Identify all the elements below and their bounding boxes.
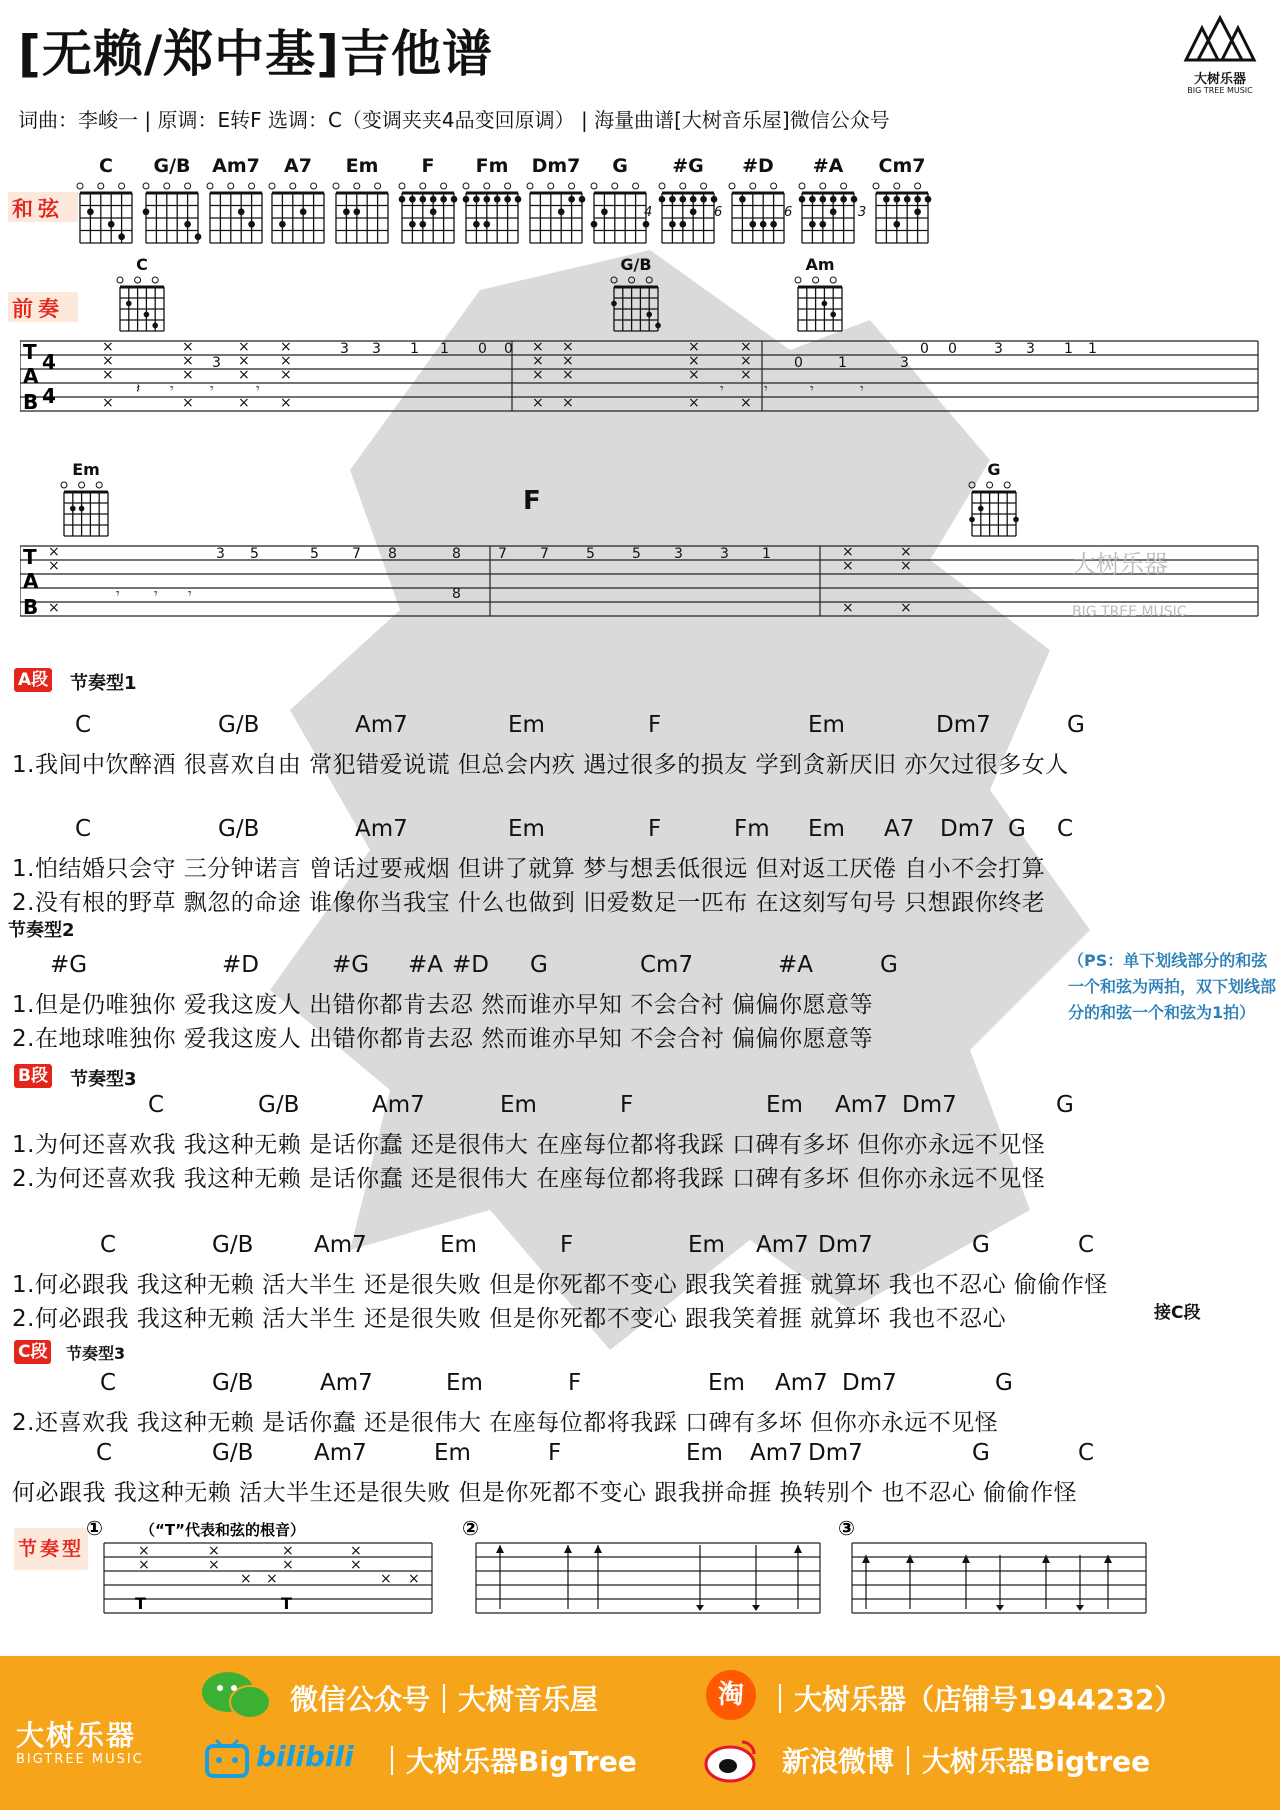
svg-text:5: 5 (310, 546, 319, 562)
song-chord: C (1078, 1440, 1095, 1466)
svg-text:×: × (238, 339, 250, 355)
svg-text:×: × (182, 367, 194, 383)
svg-text:×: × (208, 1543, 220, 1559)
svg-text:×: × (688, 339, 700, 355)
song-chord: Em (808, 712, 845, 738)
song-chord: F (648, 712, 662, 738)
song-chord: Am7 (775, 1370, 828, 1396)
svg-text:×: × (688, 395, 700, 411)
svg-text:1: 1 (440, 341, 449, 357)
lyric-line: 何必跟我 我这种无赖 活大半生还是很失败 但是你死都不变心 跟我拼命捱 换转别个 也不忍心 偷偷作怪 (12, 1480, 1078, 1506)
song-chord: G (995, 1370, 1013, 1396)
section-c-badge: B段 (14, 1064, 52, 1088)
svg-text:A: A (23, 569, 39, 593)
song-chord: Am7 (355, 816, 408, 842)
svg-text:×: × (562, 339, 574, 355)
svg-text:𝄾: 𝄾 (256, 381, 260, 397)
song-chord: G/B (218, 712, 260, 738)
chord-name-10: #D (742, 155, 774, 177)
svg-text:𝄾: 𝄾 (210, 381, 214, 397)
chord-name-0: C (99, 155, 113, 177)
svg-text:×: × (138, 1557, 150, 1573)
song-chord: G (972, 1440, 990, 1466)
song-chord: Fm (734, 816, 770, 842)
song-chord: Em (708, 1370, 745, 1396)
pattern-1-label: ① (86, 1516, 103, 1540)
song-chord: Am7 (372, 1092, 425, 1118)
svg-text:×: × (900, 544, 912, 560)
logo-name: 大树乐器 (1193, 72, 1246, 87)
svg-text:×: × (238, 367, 250, 383)
svg-text:×: × (532, 367, 544, 383)
bilibili-tv-icon (204, 1738, 250, 1778)
svg-text:×: × (280, 339, 292, 355)
song-chord: C (148, 1092, 165, 1118)
footer-taobao: ｜大树乐器（店铺号1944232） (766, 1683, 1183, 1716)
svg-text:×: × (102, 353, 114, 369)
svg-text:×: × (48, 544, 60, 560)
chord-name-12: Cm7 (878, 155, 926, 177)
svg-text:×: × (280, 367, 292, 383)
song-chord: Dm7 (940, 816, 995, 842)
svg-text:1: 1 (1064, 341, 1073, 357)
svg-text:3: 3 (372, 341, 381, 357)
staff-watermark: 大树乐器 (1072, 550, 1168, 578)
svg-text:×: × (266, 1571, 278, 1587)
svg-text:×: × (238, 353, 250, 369)
chord-name-7: Dm7 (531, 155, 581, 177)
intro-chord-name: C (136, 255, 148, 274)
pattern-2-label: ② (462, 1516, 479, 1540)
song-chord: Em (688, 1232, 725, 1258)
footer-weibo: 新浪微博｜大树乐器Bigtree (782, 1745, 1151, 1778)
chord-name-4: Em (345, 155, 379, 177)
svg-text:8: 8 (452, 586, 461, 602)
song-chord: Am7 (314, 1232, 367, 1258)
song-chord: Cm7 (640, 952, 694, 978)
svg-text:A: A (23, 364, 39, 388)
lyric-line: 1.何必跟我 我这种无赖 活大半生 还是很失败 但是你死都不变心 跟我笑着捱 就算坏 我也不忍心 偷偷作怪 (12, 1272, 1108, 1298)
footer-bilibili: ｜大树乐器BigTree (378, 1745, 637, 1778)
song-chord: G (972, 1232, 990, 1258)
svg-text:0: 0 (920, 341, 929, 357)
song-chord: Am7 (314, 1440, 367, 1466)
svg-text:×: × (562, 353, 574, 369)
weibo-icon (704, 1736, 760, 1784)
song-chord: F (548, 1440, 562, 1466)
song-chord: #G (332, 952, 370, 978)
svg-text:𝄾: 𝄾 (154, 586, 158, 602)
song-chord: #D (452, 952, 489, 978)
song-chord: Am7 (355, 712, 408, 738)
svg-text:×: × (182, 395, 194, 411)
taobao-icon: 淘 (706, 1670, 756, 1720)
fret-number: 3 (858, 205, 867, 220)
song-chord: C (100, 1370, 117, 1396)
svg-text:5: 5 (586, 546, 595, 562)
chords-tag: 和弦 (12, 197, 64, 221)
song-chord: Dm7 (902, 1092, 957, 1118)
song-chord: C (96, 1440, 113, 1466)
svg-text:×: × (532, 395, 544, 411)
svg-text:×: × (532, 339, 544, 355)
svg-text:𝄾: 𝄾 (764, 381, 768, 397)
svg-text:5: 5 (250, 546, 259, 562)
chord-name-11: #A (812, 155, 844, 177)
svg-text:0: 0 (948, 341, 957, 357)
pattern-1-note: （“T”代表和弦的根音） (140, 1521, 305, 1539)
svg-text:𝄾: 𝄾 (170, 381, 174, 397)
svg-text:1: 1 (410, 341, 419, 357)
song-chord: Dm7 (818, 1232, 873, 1258)
footer-brand-en: BIGTREE MUSIC (16, 1752, 144, 1767)
song-chord: G/B (212, 1232, 254, 1258)
footer-brand: 大树乐器 (16, 1719, 137, 1752)
song-chord: Em (508, 712, 545, 738)
logo-en: BIG TREE MUSIC (1187, 86, 1253, 95)
svg-text:×: × (350, 1543, 362, 1559)
chord-name-1: G/B (153, 155, 191, 177)
lyric-line: 1.怕结婚只会守 三分钟诺言 曾话过要戒烟 但讲了就算 梦与想丢低很远 但对返工厌倦 自小不会打算 (12, 856, 1046, 882)
svg-text:×: × (740, 395, 752, 411)
svg-text:0: 0 (504, 341, 513, 357)
svg-text:×: × (740, 367, 752, 383)
chord-name-6: Fm (475, 155, 509, 177)
song-chord: G/B (212, 1370, 254, 1396)
svg-text:7: 7 (540, 546, 549, 562)
svg-text:1: 1 (1088, 341, 1097, 357)
song-chord: G (530, 952, 548, 978)
svg-text:T: T (23, 545, 37, 569)
svg-text:×: × (138, 1543, 150, 1559)
song-info: 词曲：李峻一 | 原调：E转F 选调：C（变调夹夹4品变回原调） | 海量曲谱[大树音乐屋]微信公众号 (18, 108, 890, 132)
chord-name-5: F (421, 155, 435, 177)
svg-text:𝄽: 𝄽 (136, 381, 141, 397)
svg-text:×: × (408, 1571, 420, 1587)
song-chord: Em (446, 1370, 483, 1396)
svg-text:×: × (900, 600, 912, 616)
rhythm-tag: 节奏型 (14, 1528, 88, 1570)
svg-text:B: B (23, 595, 39, 619)
chord-name-8: G (612, 155, 628, 177)
song-chord: Em (500, 1092, 537, 1118)
staff-watermark-en: BIG TREE MUSIC (1072, 604, 1187, 620)
lyric-line: 1.我间中饮醉酒 很喜欢自由 常犯错爱说谎 但总会内疚 遇过很多的损友 学到贪新厌旧 亦欠过很多女人 (12, 752, 1069, 778)
svg-text:×: × (48, 600, 60, 616)
fret-number: 4 (644, 205, 653, 220)
svg-text:0: 0 (794, 355, 803, 371)
section-d-badge: C段 (14, 1340, 51, 1364)
svg-text:×: × (562, 395, 574, 411)
svg-text:×: × (842, 558, 854, 574)
svg-text:×: × (240, 1571, 252, 1587)
svg-text:4: 4 (42, 350, 56, 374)
svg-text:×: × (182, 353, 194, 369)
root-mark: T (281, 1594, 292, 1613)
svg-text:×: × (280, 395, 292, 411)
song-chord: F (568, 1370, 582, 1396)
section-mark: F (523, 486, 541, 516)
chord-name-2: Am7 (212, 155, 260, 177)
svg-text:1: 1 (838, 355, 847, 371)
chord-name-9: #G (672, 155, 704, 177)
song-chord: F (620, 1092, 634, 1118)
svg-text:×: × (842, 544, 854, 560)
svg-text:3: 3 (1026, 341, 1035, 357)
song-chord: F (560, 1232, 574, 1258)
intro-chord-name: Em (72, 460, 100, 479)
song-chord: G (1067, 712, 1085, 738)
wechat-icon (200, 1668, 272, 1722)
song-chord: C (1078, 1232, 1095, 1258)
svg-text:×: × (280, 353, 292, 369)
song-chord: G/B (212, 1440, 254, 1466)
rhythm-patterns (0, 1505, 1280, 1655)
svg-text:8: 8 (388, 546, 397, 562)
section-a-label: 节奏型1 (70, 673, 137, 694)
ps-note: （PS：单下划线部分的和弦一个和弦为两拍，双下划线部分的和弦一个和弦为1拍） (1068, 951, 1277, 1022)
song-chord: G/B (258, 1092, 300, 1118)
footer (0, 1656, 1280, 1810)
svg-text:×: × (740, 339, 752, 355)
section-c-label: 节奏型3 (70, 1069, 137, 1090)
svg-text:3: 3 (994, 341, 1003, 357)
lyric-line: 2.没有根的野草 飘忽的命途 谁像你当我宝 什么也做到 旧爱数足一匹布 在这刻写句号 只想跟你终老 (12, 890, 1046, 916)
svg-text:3: 3 (212, 355, 221, 371)
lyric-line: 2.在地球唯独你 爱我这废人 出错你都肯去忍 然而谁亦早知 不会合衬 偏偏你愿意等 (12, 1026, 873, 1052)
svg-text:×: × (238, 395, 250, 411)
svg-text:5: 5 (632, 546, 641, 562)
song-chord: Em (686, 1440, 723, 1466)
svg-text:𝄾: 𝄾 (860, 381, 864, 397)
intro-chord-name: Am (805, 255, 835, 274)
svg-text:×: × (740, 353, 752, 369)
svg-text:0: 0 (478, 341, 487, 357)
pattern-3-label: ③ (838, 1516, 855, 1540)
svg-text:8: 8 (452, 546, 461, 562)
song-chord: #G (50, 952, 88, 978)
song-chord: C (75, 816, 92, 842)
song-chord: Em (766, 1092, 803, 1118)
svg-text:×: × (282, 1543, 294, 1559)
song-chord: #A (778, 952, 814, 978)
svg-text:×: × (350, 1557, 362, 1573)
song-chord: C (100, 1232, 117, 1258)
song-chord: Dm7 (808, 1440, 863, 1466)
song-chord: A7 (884, 816, 915, 842)
song-chord: G/B (218, 816, 260, 842)
svg-text:3: 3 (340, 341, 349, 357)
song-chord: #A (408, 952, 444, 978)
svg-text:3: 3 (216, 546, 225, 562)
svg-text:3: 3 (720, 546, 729, 562)
song-chord: Am7 (756, 1232, 809, 1258)
svg-text:𝄾: 𝄾 (188, 586, 192, 602)
song-chord: Dm7 (936, 712, 991, 738)
svg-text:7: 7 (352, 546, 361, 562)
song-chord: Em (440, 1232, 477, 1258)
lyric-line: 1.但是仍唯独你 爱我这废人 出错你都肯去忍 然而谁亦早知 不会合衬 偏偏你愿意等 (12, 992, 873, 1018)
svg-text:4: 4 (42, 384, 56, 408)
lyric-line: 2.何必跟我 我这种无赖 活大半生 还是很失败 但是你死都不变心 跟我笑着捱 就算坏 我也不忍心 (12, 1306, 1007, 1332)
song-chord: Em (508, 816, 545, 842)
svg-text:×: × (532, 353, 544, 369)
song-chord: Dm7 (842, 1370, 897, 1396)
svg-text:3: 3 (900, 355, 909, 371)
intro-tag: 前奏 (12, 297, 64, 321)
jump-note: 接C段 (1154, 1303, 1201, 1323)
lyric-line: 1.为何还喜欢我 我这种无赖 是话你蠢 还是很伟大 在座每位都将我踩 口碑有多坏 但你亦永远不见怪 (12, 1132, 1046, 1158)
chord-name-3: A7 (284, 155, 312, 177)
svg-text:3: 3 (674, 546, 683, 562)
song-chord: Em (434, 1440, 471, 1466)
svg-text:T: T (23, 340, 37, 364)
svg-text:×: × (562, 367, 574, 383)
song-chord: G (1008, 816, 1026, 842)
song-chord: Am7 (750, 1440, 803, 1466)
svg-text:×: × (688, 367, 700, 383)
svg-text:×: × (282, 1557, 294, 1573)
section-b-label: 节奏型2 (8, 920, 75, 941)
svg-text:×: × (48, 558, 60, 574)
svg-text:×: × (182, 339, 194, 355)
bilibili-label: bilibili (256, 1740, 354, 1773)
song-chord: C (75, 712, 92, 738)
svg-text:×: × (380, 1571, 392, 1587)
song-chord: Em (808, 816, 845, 842)
svg-text:𝄾: 𝄾 (720, 381, 724, 397)
svg-text:×: × (842, 600, 854, 616)
song-chord: Am7 (320, 1370, 373, 1396)
song-chord: G (880, 952, 898, 978)
svg-text:7: 7 (498, 546, 507, 562)
song-chord: Am7 (835, 1092, 888, 1118)
svg-text:×: × (102, 339, 114, 355)
song-chord: #D (222, 952, 259, 978)
intro-chord-name: G (987, 460, 1001, 479)
svg-text:×: × (102, 395, 114, 411)
svg-text:𝄾: 𝄾 (810, 381, 814, 397)
svg-text:×: × (208, 1557, 220, 1573)
song-chord: G (1056, 1092, 1074, 1118)
fret-number: 6 (784, 205, 793, 220)
svg-text:×: × (102, 367, 114, 383)
svg-text:𝄾: 𝄾 (116, 586, 120, 602)
svg-text:1: 1 (762, 546, 771, 562)
root-mark: T (135, 1594, 146, 1613)
lyric-line: 2.还喜欢我 我这种无赖 是话你蠢 还是很伟大 在座每位都将我踩 口碑有多坏 但你亦永远不见怪 (12, 1410, 999, 1436)
svg-text:B: B (23, 390, 39, 414)
intro-chord-name: G/B (620, 255, 652, 274)
song-chord: F (648, 816, 662, 842)
lyric-line: 2.为何还喜欢我 我这种无赖 是话你蠢 还是很伟大 在座每位都将我踩 口碑有多坏 但你亦永远不见怪 (12, 1166, 1046, 1192)
section-a-badge: A段 (14, 668, 52, 692)
footer-wechat: 微信公众号｜大树音乐屋 (290, 1683, 599, 1716)
page-title: [无赖/郑中基]吉他谱 (18, 25, 493, 83)
fret-number: 6 (714, 205, 723, 220)
svg-text:×: × (900, 558, 912, 574)
section-d-label: 节奏型3 (66, 1344, 126, 1363)
svg-text:×: × (688, 353, 700, 369)
song-chord: C (1057, 816, 1074, 842)
